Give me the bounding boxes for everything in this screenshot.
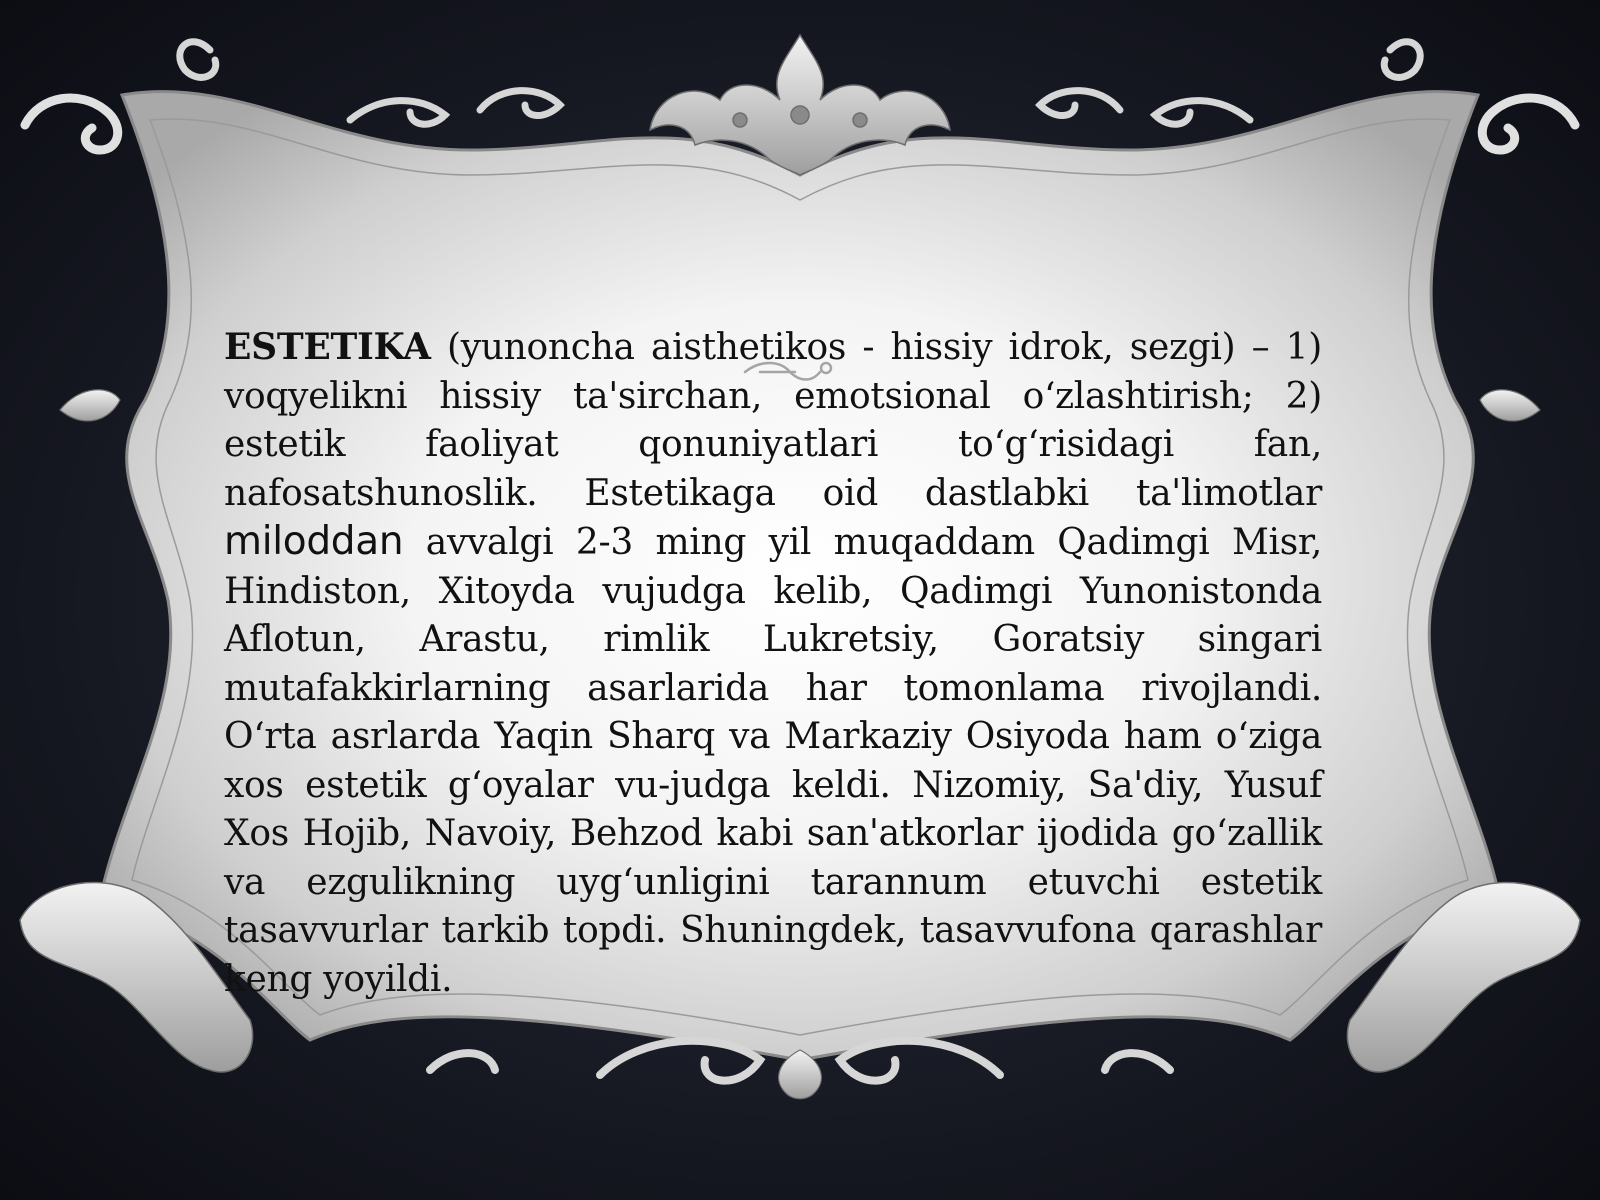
definition-text-part1: (yunoncha aisthetikos - hissiy idrok, sezgi) – 1) voqyelikni hissiy ta'sirchan, emotsional o‘zlashtirish; 2) estetik faoliyat qonuniyatlari to‘g‘risidagi fan, nafosatshunoslik. Estetikaga oid dastlabki ta'limotlar	[224, 327, 1322, 514]
definition-text-part2: avvalgi 2-3 ming yil muqaddam Qadimgi Misr, Hindiston, Xitoyda vujudga kelib, Qadimgi Yunonistonda Aflotun, Arastu, rimlik Lukretsiy, Goratsiy singari mutafakkirlarning asarlarida har tomonlama rivojlandi. O‘rta asrlarda Yaqin Sharq va Markaziy Osiyoda ham o‘ziga xos estetik g‘oyalar vu-judga keldi. Nizomiy, Sa'diy, Yusuf Xos Hojib, Navoiy, Behzod kabi san'atkorlar ijodida go‘zallik va ezgulikning uyg‘unligini tarannum etuvchi estetik tasavvurlar tarkib topdi. Shuningdek, tasavvufona qarashlar keng yoyildi.	[224, 522, 1322, 1000]
term-heading: ESTETIKA	[224, 326, 431, 368]
definition-paragraph	[224, 323, 1322, 1004]
definition-emphasis: miloddan	[224, 519, 404, 564]
